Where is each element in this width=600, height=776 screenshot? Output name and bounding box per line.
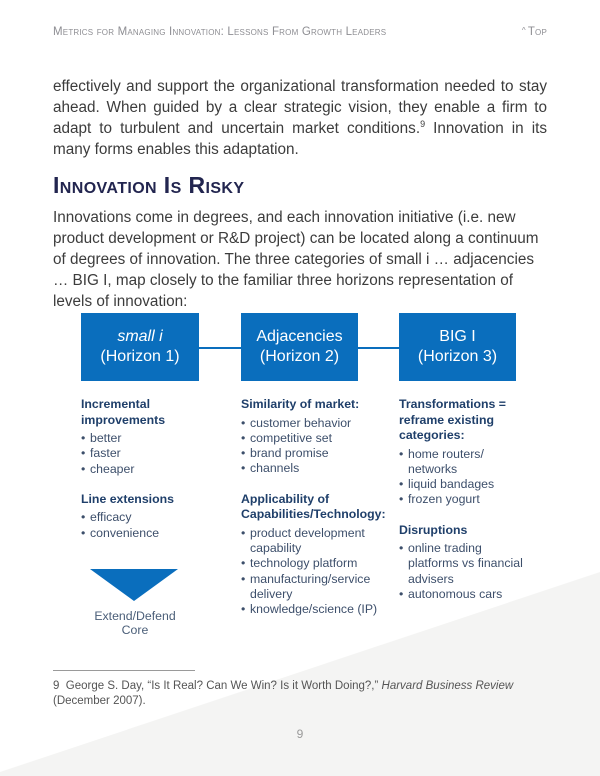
- list-item: • product development capability: [241, 526, 391, 557]
- detail-group: [399, 397, 529, 508]
- list-item: • home routers/ networks: [399, 447, 529, 478]
- group-heading: Applicability of Capabilities/Technology:: [241, 491, 386, 522]
- footnote-source-title: Harvard Business Review: [381, 680, 514, 692]
- list-item: • customer behavior: [241, 416, 391, 431]
- section-paragraph: Innovations come in degrees, and each innovation initiative (i.e. new product development or R&D project) can be located along a continuum of degrees of innovation. The three categories of small i … adjacencies … BIG I, map closely to the familiar three horizons representation of levels of innovation:: [53, 209, 539, 310]
- footnote-divider: [53, 670, 195, 671]
- list-item: • technology platform: [241, 556, 391, 571]
- list-item: • competitive set: [241, 431, 391, 446]
- list-item: • frozen yogurt: [399, 492, 529, 507]
- horizon-1-box: [81, 313, 199, 381]
- group-heading: Line extensions: [81, 491, 174, 506]
- horizon-3-box: [399, 313, 516, 381]
- list-item: • efficacy: [81, 510, 221, 525]
- list-item: • better: [81, 431, 221, 446]
- horizon-1-title: small i: [117, 328, 163, 345]
- detail-group: [399, 523, 529, 603]
- group-heading: Incremental improvements: [81, 397, 166, 427]
- caret-up-icon: ^: [521, 26, 526, 35]
- list-item: • knowledge/science (IP): [241, 602, 391, 617]
- connector-line: [358, 347, 399, 349]
- running-title: Metrics for Managing Innovation: Lessons From Growth Leaders: [53, 26, 387, 38]
- page-number: 9: [296, 727, 304, 741]
- section-heading: Innovation Is Risky: [53, 172, 245, 198]
- back-to-top-link[interactable]: [522, 26, 547, 38]
- intro-paragraph: effectively and support the organizational transformation needed to stay ahead. When guided by a clear strategic vision, they enable a firm to adapt to turbulent and uncertain market conditions.$^9$ Innovation in its many forms enables this adaptation.: [53, 78, 547, 158]
- down-arrow-icon: [90, 569, 178, 601]
- arrow-label: Extend/Defend Core: [94, 609, 176, 637]
- footnote-ref-9[interactable]: 9: [420, 119, 426, 129]
- horizon-2-details: [241, 397, 391, 617]
- list-item: • faster: [81, 446, 221, 461]
- horizon-1-subtitle: (Horizon 1): [100, 348, 180, 365]
- list-item: • brand promise: [241, 446, 391, 461]
- list-item: • convenience: [81, 526, 221, 541]
- connector-line: [199, 347, 241, 349]
- horizon-3-title: BIG I: [439, 328, 476, 345]
- list-item: • autonomous cars: [399, 587, 529, 602]
- footnote-number: 9: [53, 680, 60, 692]
- horizon-1-details: [81, 397, 221, 541]
- detail-group: [81, 492, 221, 541]
- horizon-3-subtitle: (Horizon 3): [417, 348, 498, 365]
- horizon-2-subtitle: (Horizon 2): [259, 348, 340, 365]
- list-item: • manufacturing/service delivery: [241, 572, 391, 603]
- list-item: • online trading platforms vs financial advisers: [399, 541, 529, 587]
- horizon-2-box: [241, 313, 358, 381]
- list-item: • channels: [241, 461, 391, 476]
- running-header: [53, 26, 547, 38]
- horizon-2-title: Adjacencies: [256, 328, 343, 345]
- list-item: • cheaper: [81, 462, 221, 477]
- horizon-3-details: [399, 397, 529, 602]
- group-heading: Transformations = reframe existing categories:: [399, 397, 506, 442]
- top-link-label: Top: [527, 26, 547, 38]
- list-item: • liquid bandages: [399, 477, 529, 492]
- group-heading: Similarity of market:: [241, 397, 360, 411]
- group-heading: Disruptions: [399, 522, 468, 537]
- detail-group: [81, 397, 221, 477]
- detail-group: [241, 492, 391, 618]
- detail-group: [241, 397, 391, 477]
- footnote: 9 George S. Day, “Is It Real? Can We Win? Is it Worth Doing?,” Harvard Business Review (December 2007).: [53, 680, 514, 707]
